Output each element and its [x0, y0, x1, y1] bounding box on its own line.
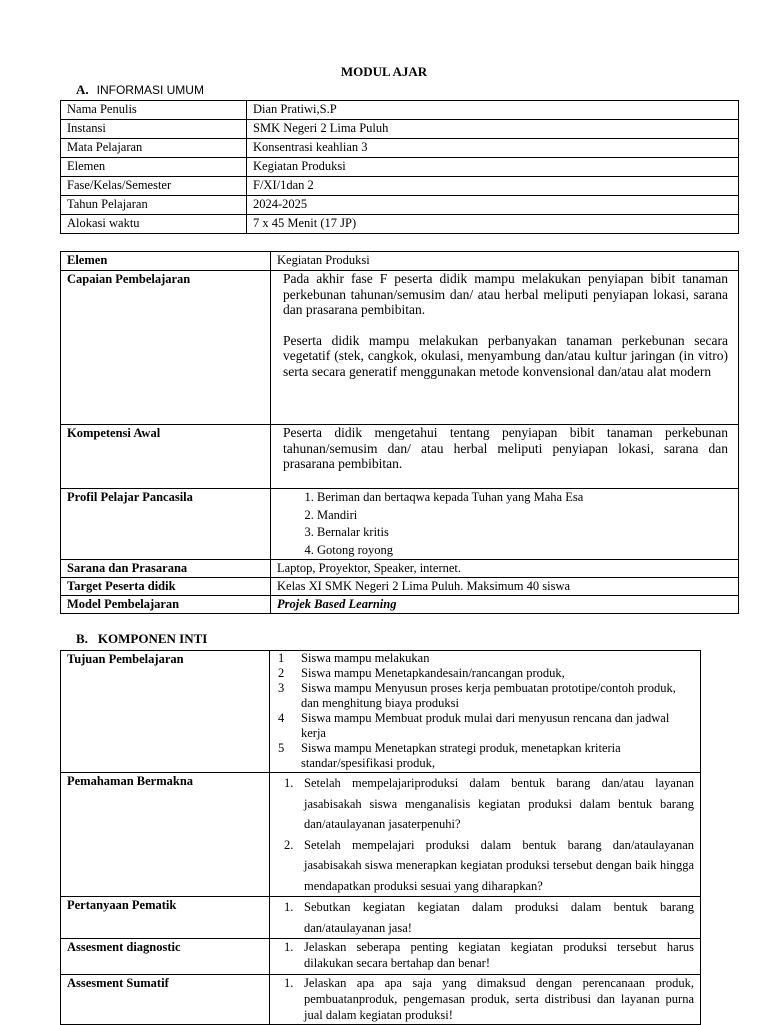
info-value: SMK Negeri 2 Lima Puluh: [247, 120, 739, 139]
info-label: Nama Penulis: [61, 101, 247, 120]
table-row: [61, 651, 701, 773]
list-item: [276, 666, 694, 681]
table-row: [61, 101, 739, 120]
pemahaman-cell: [270, 773, 701, 897]
capaian-cell: [271, 271, 739, 425]
row-label: Target Peserta didik: [61, 578, 271, 596]
list-number: 1: [278, 651, 285, 665]
list-text: Setelah mempelajariproduksi dalam bentuk barang dan/atau layanan jasabisakah siswa menganalisis kegiatan produksi dalam bentuk barang dan/ataulayanan jasaterpenuhi?: [304, 776, 694, 831]
list-text: Siswa mampu Membuat produk mulai dari menyusun rencana dan jadwal kerja: [301, 711, 670, 740]
list-number: 1.: [284, 940, 294, 954]
table-row: [61, 215, 739, 234]
info-value: 7 x 45 Menit (17 JP): [247, 215, 739, 234]
row-label: Sarana dan Prasarana: [61, 560, 271, 578]
table-row: [61, 897, 701, 939]
info-value: Kegiatan Produksi: [247, 158, 739, 177]
info-label: Alokasi waktu: [61, 215, 247, 234]
diagnostic-list: [276, 939, 694, 971]
list-number: 3: [278, 681, 285, 695]
row-label: Assesment diagnostic: [61, 939, 270, 975]
row-label: Pemahaman Bermakna: [61, 773, 270, 897]
pertanyaan-list: [276, 897, 694, 938]
list-number: 1.: [284, 900, 294, 914]
list-text: Siswa mampu Menetapkan strategi produk, menetapkan kriteria standar/spesifikasi produk,: [301, 741, 621, 770]
komponen-inti-table: [60, 650, 701, 1025]
table-row: [61, 489, 739, 560]
list-text: Jelaskan apa apa saja yang dimaksud dengan perencanaan produk, pembuatanproduk, pengemasan produk, serta distribusi dan layanan purna jual dalam kegiatan produksi!: [304, 976, 694, 1022]
sumatif-list: [276, 975, 694, 1023]
info-value: F/XI/1dan 2: [247, 177, 739, 196]
list-item: [276, 939, 694, 971]
table-row: [61, 560, 739, 578]
table-row: [61, 158, 739, 177]
row-label: Capaian Pembelajaran: [61, 271, 271, 425]
row-label: Pertanyaan Pematik: [61, 897, 270, 939]
row-value: Laptop, Proyektor, Speaker, internet.: [271, 560, 739, 578]
info-label: Fase/Kelas/Semester: [61, 177, 247, 196]
section-b-title: KOMPONEN INTI: [97, 631, 208, 646]
table-row: [61, 939, 701, 975]
table-row: [61, 139, 739, 158]
pertanyaan-cell: [270, 897, 701, 939]
informasi-umum-table: [60, 100, 739, 234]
table-row: [61, 773, 701, 897]
row-label: Profil Pelajar Pancasila: [61, 489, 271, 560]
table-row: [61, 120, 739, 139]
list-item: 1. Beriman dan bertaqwa kepada Tuhan yang Maha Esa: [317, 489, 732, 507]
kompetensi-value: Peserta didik mengetahui tentang penyiapan bibit tanaman perkebunan tahunan/semusim dan/ atau herbal meliputi penyiapan lokasi, sarana dan prasarana pembibitan.: [271, 425, 739, 489]
tujuan-cell: [270, 651, 701, 773]
list-item: 2. Mandiri: [317, 507, 732, 525]
list-text: Sebutkan kegiatan kegiatan dalam produksi dalam bentuk barang dan/ataulayanan jasa!: [304, 900, 694, 935]
info-value: Konsentrasi keahlian 3: [247, 139, 739, 158]
table-row: [61, 196, 739, 215]
list-text: Setelah mempelajari produksi dalam bentuk barang dan/ataulayanan jasabisakah siswa menerapkan kegiatan produksi tersebut dengan baik hingga mendapatkan produksi sesuai yang diharapkan?: [304, 837, 694, 893]
row-label: Kompetensi Awal: [61, 425, 271, 489]
list-item: 4. Gotong royong: [317, 542, 732, 560]
table-row: [61, 578, 739, 596]
table-row: [61, 975, 701, 1025]
table-row: [61, 177, 739, 196]
list-number: 5: [278, 741, 285, 755]
row-value: Kelas XI SMK Negeri 2 Lima Puluh. Maksimum 40 siswa: [271, 578, 739, 596]
list-number: 2.: [284, 837, 294, 852]
list-number: 2: [278, 666, 285, 680]
list-text: Jelaskan seberapa penting kegiatan kegiatan produksi tersebut harus dilakukan secara bertahap dan benar!: [304, 940, 694, 970]
section-a-letter: A.: [76, 82, 89, 97]
section-a-title: INFORMASI UMUM: [96, 83, 204, 97]
row-value: Kegiatan Produksi: [271, 252, 739, 271]
diagnostic-cell: [270, 939, 701, 975]
list-text: Siswa mampu melakukan: [301, 651, 430, 665]
capaian-paragraph-2: Peserta didik mampu melakukan perbanyakan tanaman perkebunan secara vegetatif (stek, cangkok, okulasi, menyambung dan/atau kultur jaringan (in vitro) serta secara generatif menggunakan metode konvensional dan/atau alat modern: [283, 332, 728, 379]
table-row: [61, 252, 739, 271]
list-item: [276, 741, 694, 771]
row-label: Assesment Sumatif: [61, 975, 270, 1025]
table-row: [61, 271, 739, 425]
list-item: [276, 681, 694, 711]
info-value: Dian Pratiwi,S.P: [247, 101, 739, 120]
info-label: Elemen: [61, 158, 247, 177]
row-value: Projek Based Learning: [271, 596, 739, 614]
sumatif-cell: [270, 975, 701, 1025]
info-label: Instansi: [61, 120, 247, 139]
list-item: [276, 773, 694, 835]
table-row: [61, 596, 739, 614]
section-b-heading: [76, 631, 207, 647]
section-b-letter: B.: [76, 631, 88, 646]
document-title: MODUL AJAR: [340, 64, 428, 79]
list-text: Siswa mampu Menyusun proses kerja pembuatan prototipe/contoh produk, dan menghitung biaya produksi: [301, 681, 676, 710]
tujuan-list: [276, 651, 694, 771]
row-label: Model Pembelajaran: [61, 596, 271, 614]
profil-cell: [271, 489, 739, 560]
list-item: [276, 897, 694, 938]
list-item: [276, 975, 694, 1023]
list-text: Siswa mampu Menetapkandesain/rancangan produk,: [301, 666, 565, 680]
info-label: Mata Pelajaran: [61, 139, 247, 158]
row-label: Elemen: [61, 252, 271, 271]
detail-table: [60, 251, 739, 614]
list-number: 1.: [284, 776, 294, 790]
list-number: 4: [278, 711, 285, 725]
list-number: 1.: [284, 976, 294, 990]
info-label: Tahun Pelajaran: [61, 196, 247, 215]
capaian-paragraph-1: Pada akhir fase F peserta didik mampu melakukan penyiapan bibit tanaman perkebunan tahunan/semusim dan/ atau herbal meliputi penyiapan lokasi, sarana dan prasarana pembibitan.: [283, 271, 728, 317]
section-a-heading: [76, 82, 204, 98]
row-label: Tujuan Pembelajaran: [61, 651, 270, 773]
pemahaman-list: [276, 773, 694, 896]
list-item: [276, 835, 694, 897]
profil-list: [277, 489, 732, 559]
info-value: 2024-2025: [247, 196, 739, 215]
list-item: [276, 711, 694, 741]
table-row: [61, 425, 739, 489]
list-item: [276, 651, 694, 666]
list-item: 3. Bernalar kritis: [317, 524, 732, 542]
